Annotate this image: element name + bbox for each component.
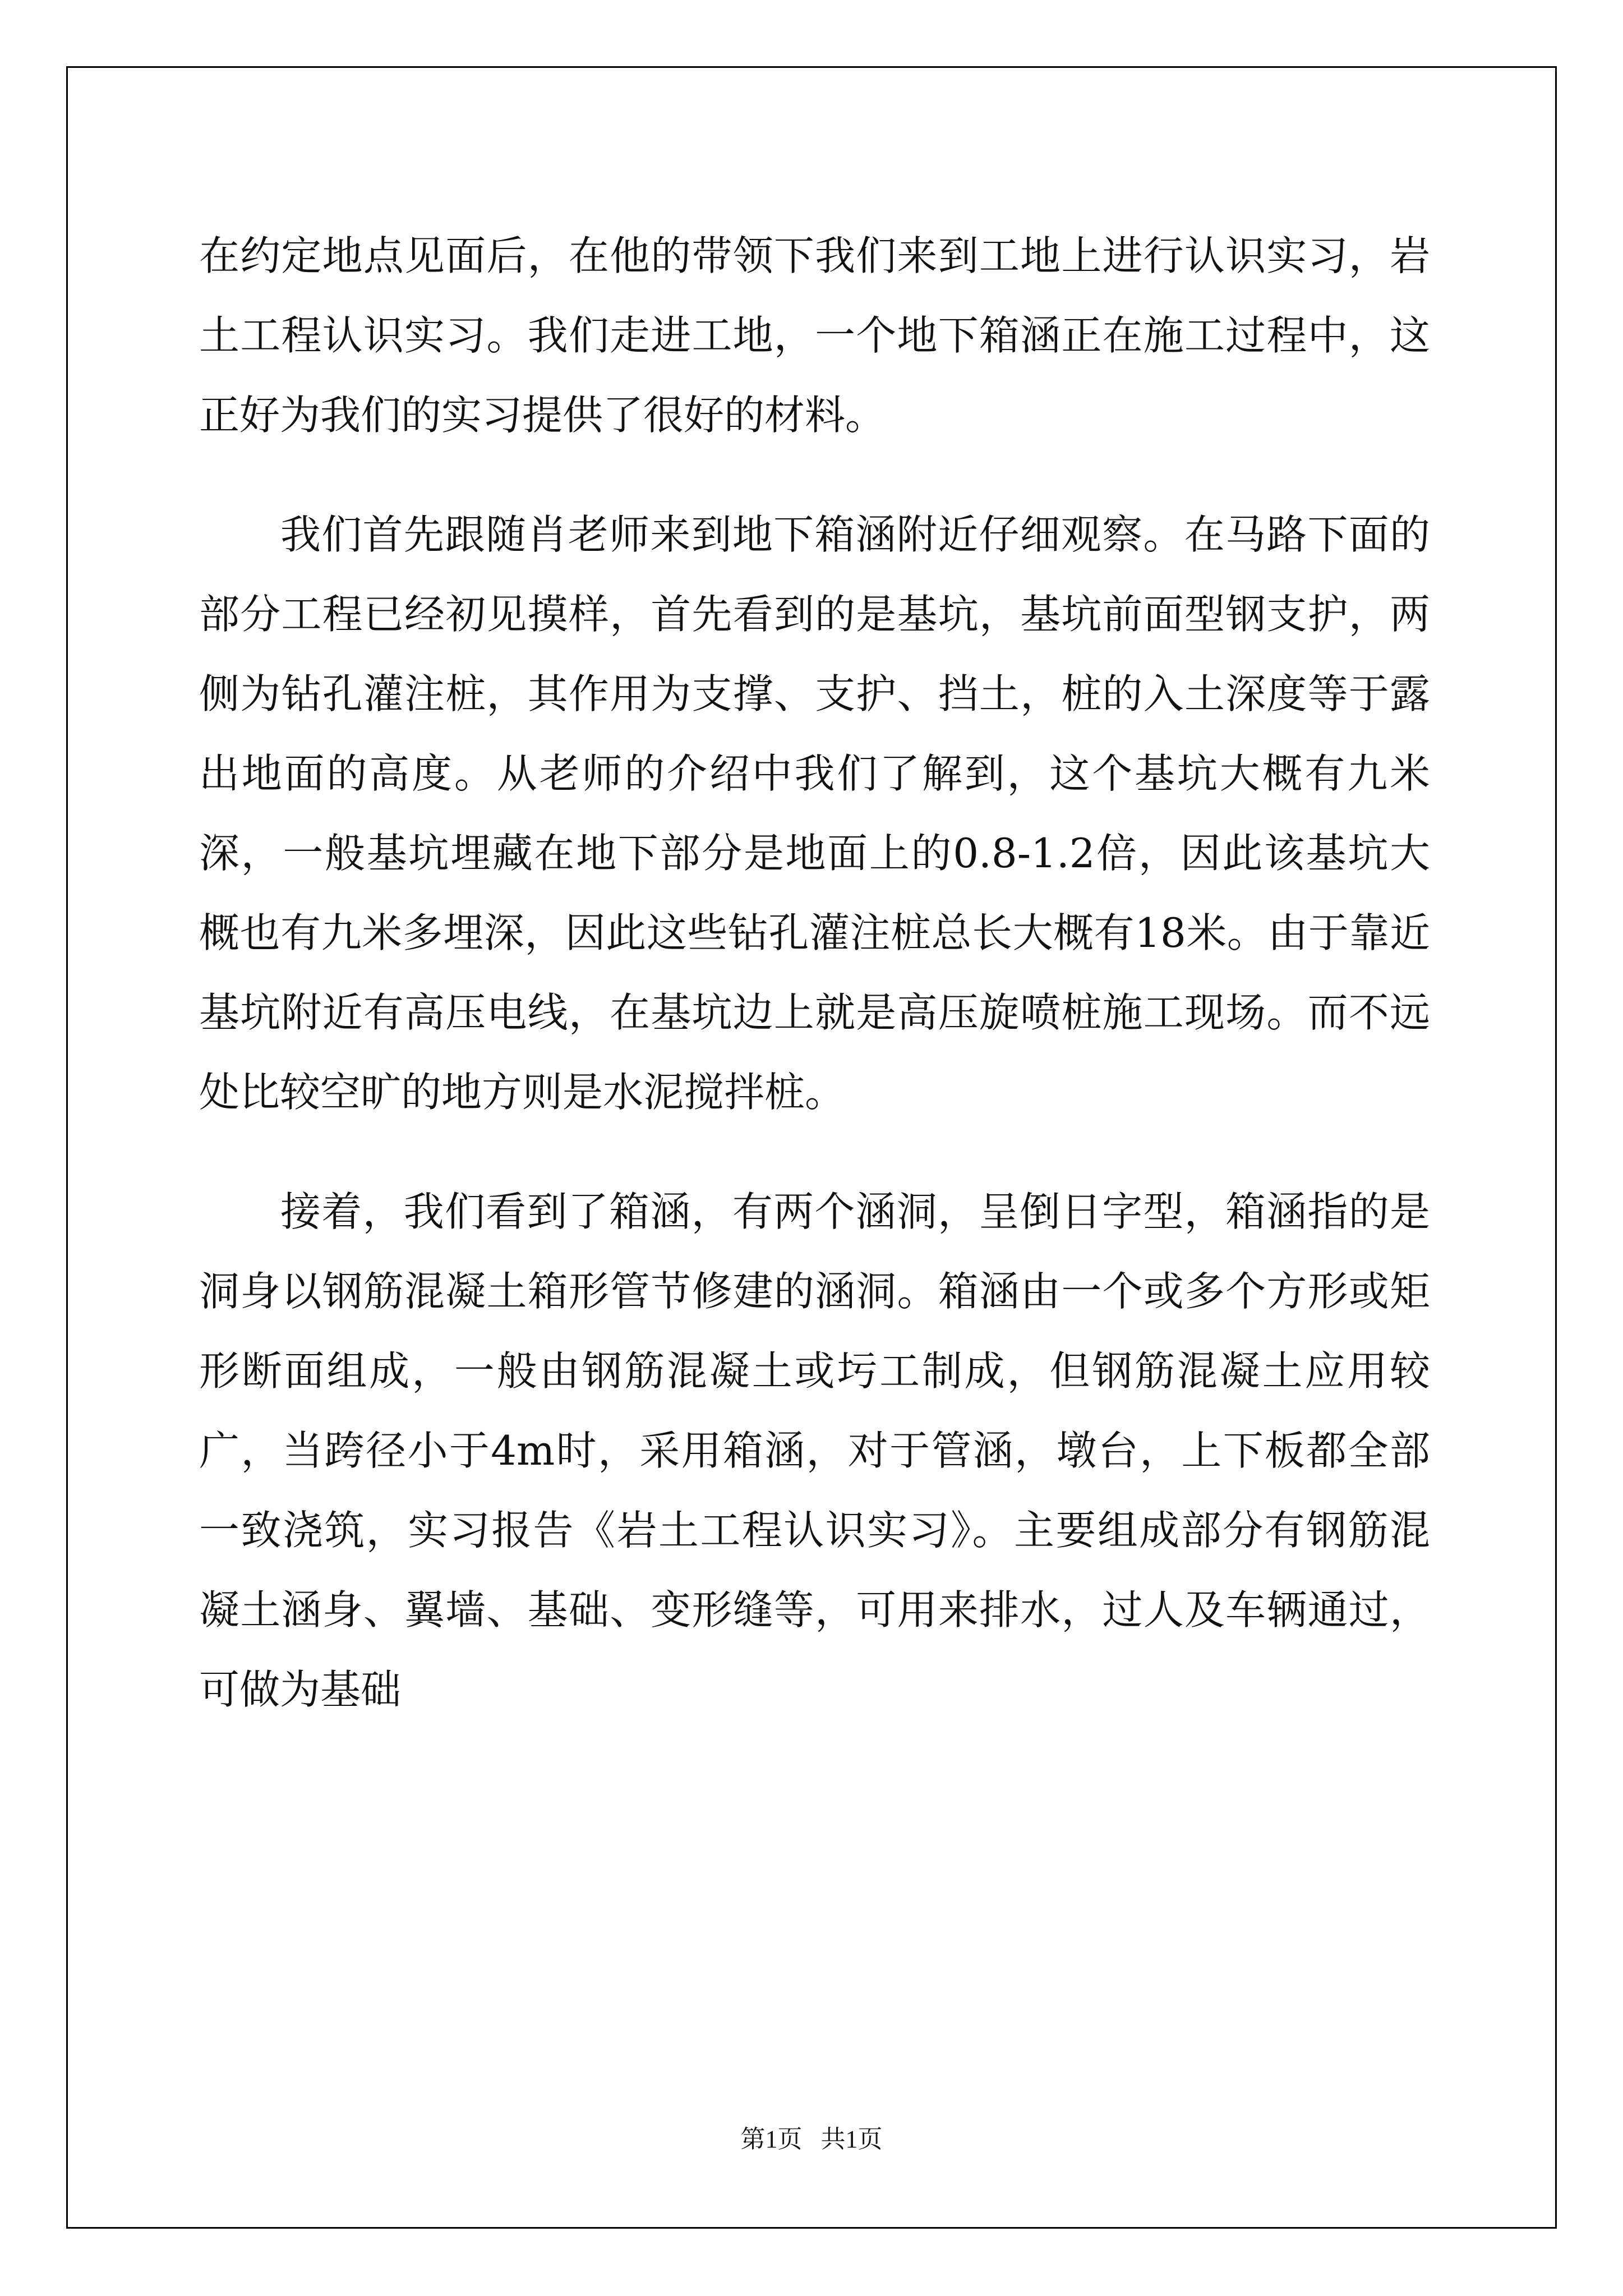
paragraph-2: 我们首先跟随肖老师来到地下箱涵附近仔细观察。在马路下面的部分工程已经初见摸样，首先看到的是基坑，基坑前面型钢支护，两侧为钻孔灌注桩，其作用为支撑、支护、挡土，桩的入土深度等于露出地面的高度。从老师的介绍中我们了解到，这个基坑大概有九米深，一般基坑埋藏在地下部分是地面上的0.8-1.2倍，因此该基坑大概也有九米多埋深，因此这些钻孔灌注桩总长大概有18米。由于靠近基坑附近有高压电线，在基坑边上就是高压旋喷桩施工现场。而不远处比较空旷的地方则是水泥搅拌桩。 [199, 511, 1430, 1116]
paragraph-3: 接着，我们看到了箱涵，有两个涵洞，呈倒日字型，箱涵指的是洞身以钢筋混凝土箱形管节修建的涵洞。箱涵由一个或多个方形或矩形断面组成，一般由钢筋混凝土或圬工制成，但钢筋混凝土应用较广，当跨径小于4m时，采用箱涵，对于管涵，墩台，上下板都全部一致浇筑，实习报告《岩土工程认识实习》。主要组成部分有钢筋混凝土涵身、翼墙、基础、变形缝等，可用来排水，过人及车辆通过，可做为基础 [199, 1188, 1430, 1713]
page-number-footer: 第1页 共1页 [740, 2125, 883, 2153]
document-body [199, 216, 1430, 1769]
paragraph-1: 在约定地点见面后，在他的带领下我们来到工地上进行认识实习，岩土工程认识实习。我们走进工地，一个地下箱涵正在施工过程中，这正好为我们的实习提供了很好的材料。 [199, 232, 1430, 439]
